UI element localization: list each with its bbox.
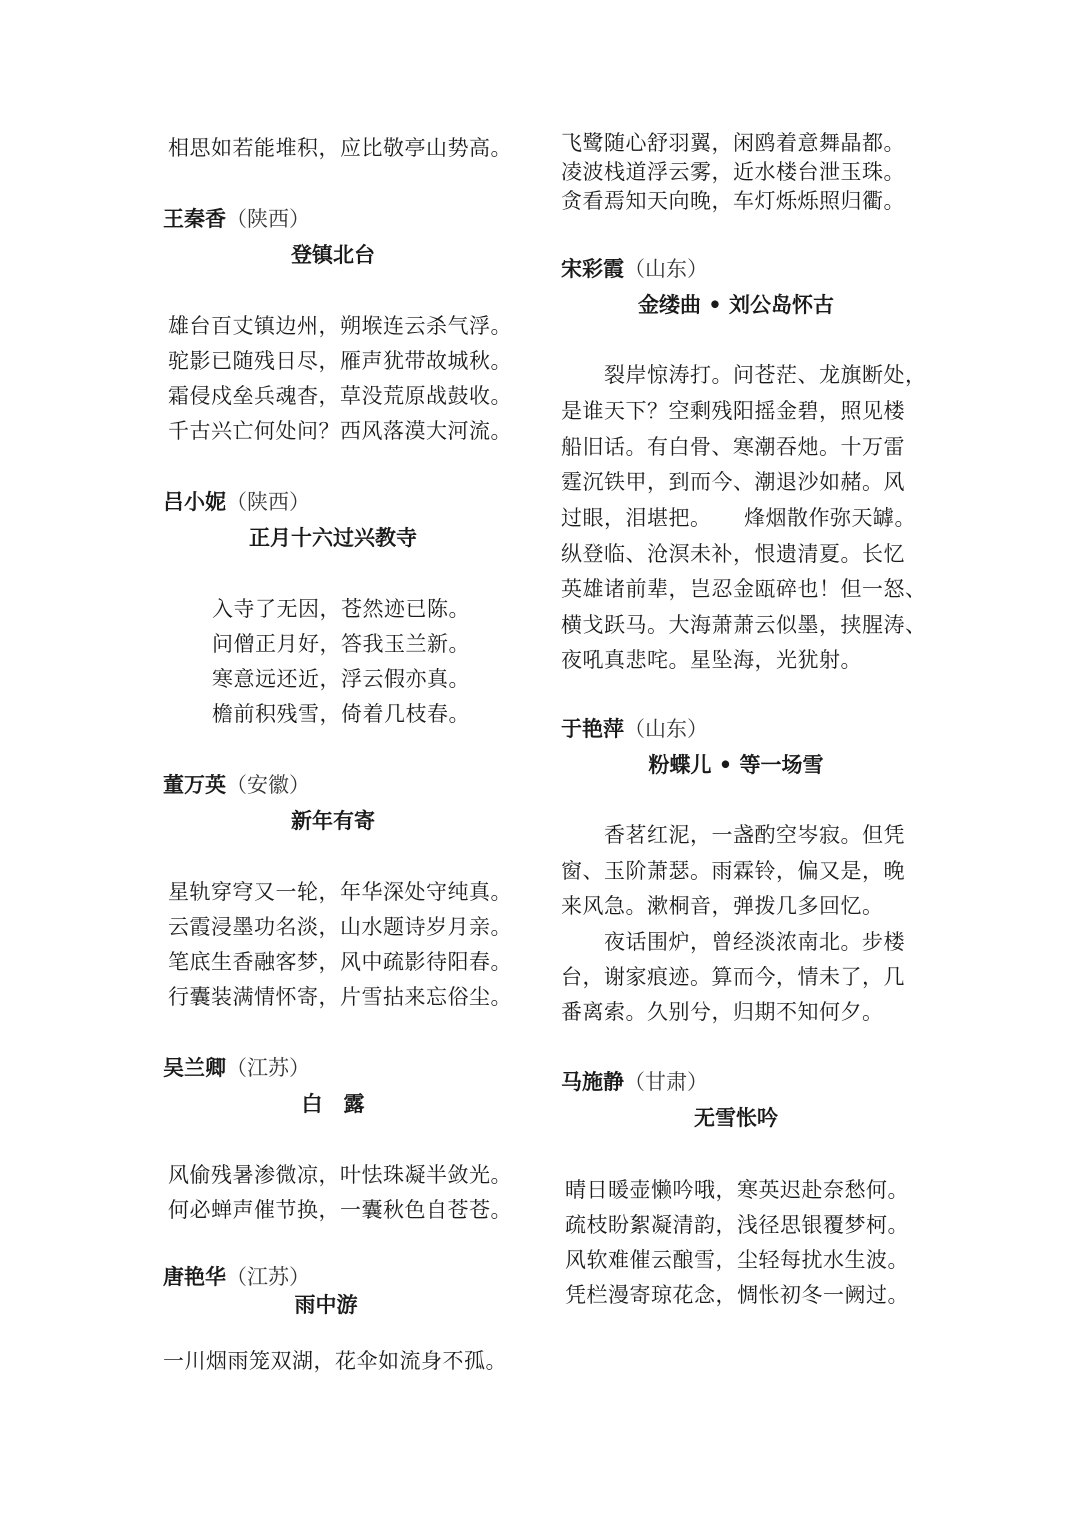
poem-author	[163, 1053, 310, 1083]
poem-line: 裂岸惊涛打。问苍茫、龙旗断处，	[561, 363, 927, 387]
author-name: 吕小妮	[163, 489, 226, 514]
poem-line: 霆沉铁甲，到而今、潮退沙如赭。风	[561, 470, 905, 494]
author-name: 于艳萍	[561, 716, 624, 741]
poem-line: 霜侵戍垒兵魂杳，草没荒原战鼓收。	[168, 384, 512, 408]
author-region: （江苏）	[226, 1265, 310, 1289]
poem-line: 相思如若能堆积，应比敬亭山势高。	[168, 136, 512, 160]
poem-line: 凭栏漫寄琼花念，惆怅初冬一阙过。	[565, 1283, 909, 1307]
poem-author	[163, 770, 310, 800]
poem-line: 一川烟雨笼双湖，花伞如流身不孤。	[163, 1349, 507, 1373]
poem-line: 何必蝉声催节换，一囊秋色自苍苍。	[168, 1198, 512, 1222]
author-region: （甘肃）	[624, 1070, 708, 1094]
poem-line: 贪看焉知天向晚，车灯烁烁照归衢。	[561, 189, 905, 213]
poem-line: 来风急。漱桐音，弹拨几多回忆。	[561, 894, 884, 918]
poem-line: 晴日暖壶懒吟哦，寒英迟赴奈愁何。	[565, 1178, 909, 1202]
author-name: 吴兰卿	[163, 1055, 226, 1080]
poem-title: 正月十六过兴教寺	[249, 525, 417, 550]
author-region: （山东）	[624, 257, 708, 281]
poem-line: 过眼，泪堪把。 烽烟散作弥天罅。	[561, 506, 916, 530]
poem-line: 问僧正月好，答我玉兰新。	[212, 632, 470, 656]
poem-line: 云霞浸墨功名淡，山水题诗岁月亲。	[168, 915, 512, 939]
poem-line: 是谁天下？空剩残阳摇金碧，照见楼	[561, 399, 905, 423]
poem-line: 英雄诸前辈，岂忍金瓯碎也！但一怒、	[561, 577, 927, 601]
poem-line: 千古兴亡何处问？西风落漠大河流。	[168, 419, 512, 443]
poem-title: 登镇北台	[291, 242, 375, 267]
poem-line: 驼影已随残日尽，雁声犹带故城秋。	[168, 349, 512, 373]
author-name: 马施静	[561, 1069, 624, 1094]
author-name: 宋彩霞	[561, 256, 624, 281]
author-name: 王秦香	[163, 206, 226, 231]
poem-author	[163, 487, 310, 517]
poem-title: 白 露	[301, 1091, 365, 1116]
poem-line: 香茗红泥，一盏酌空岑寂。但凭	[561, 823, 905, 847]
poem-line: 凌波栈道浮云雾，近水楼台泄玉珠。	[561, 160, 905, 184]
author-region: （陕西）	[226, 490, 310, 514]
poem-line: 飞鹭随心舒羽翼，闲鸥着意舞晶都。	[561, 131, 905, 155]
author-name: 董万英	[163, 772, 226, 797]
poem-title: 新年有寄	[291, 808, 375, 833]
poem-line: 寒意远还近，浮云假亦真。	[212, 667, 470, 691]
poem-line: 入寺了无因，苍然迹已陈。	[212, 597, 470, 621]
poem-line: 船旧话。有白骨、寒潮吞灺。十万雷	[561, 435, 905, 459]
author-region: （安徽）	[226, 773, 310, 797]
poem-line: 疏枝盼絮凝清韵，浅径思银覆梦柯。	[565, 1213, 909, 1237]
poem-line: 风偷残暑渗微凉，叶怯珠凝半敛光。	[168, 1163, 512, 1187]
author-region: （山东）	[624, 717, 708, 741]
poem-line: 星轨穿穹又一轮，年华深处守纯真。	[168, 880, 512, 904]
poem-title: 雨中游	[294, 1292, 358, 1317]
poem-author	[163, 204, 310, 234]
poem-line: 夜话围炉，曾经淡浓南北。步楼	[561, 930, 905, 954]
poem-line: 夜吼真悲咤。星坠海，光犹射。	[561, 648, 862, 672]
poem-title: 金缕曲 • 刘公岛怀古	[637, 292, 835, 317]
poem-title: 无雪怅吟	[694, 1105, 778, 1130]
poem-line: 横戈跃马。大海萧萧云似墨，挟腥涛、	[561, 613, 927, 637]
author-region: （江苏）	[226, 1056, 310, 1080]
poem-line: 台，谢家痕迹。算而今，情未了，几	[561, 965, 905, 989]
poem-author	[561, 714, 708, 744]
poem-line: 笔底生香融客梦，风中疏影待阳春。	[168, 950, 512, 974]
poem-title: 粉蝶儿 • 等一场雪	[648, 752, 824, 777]
poem-author	[561, 1067, 708, 1097]
poem-author	[163, 1262, 310, 1292]
poem-line: 窗、玉阶萧瑟。雨霖铃，偏又是，晚	[561, 859, 905, 883]
poem-line: 纵登临、沧溟未补，恨遗清夏。长忆	[561, 542, 905, 566]
poem-line: 雄台百丈镇边州，朔堠连云杀气浮。	[168, 314, 512, 338]
poem-line: 番离索。久别兮，归期不知何夕。	[561, 1000, 884, 1024]
poem-author	[561, 254, 708, 284]
author-name: 唐艳华	[163, 1264, 226, 1289]
author-region: （陕西）	[226, 207, 310, 231]
poem-line: 风软难催云酿雪，尘轻每扰水生波。	[565, 1248, 909, 1272]
poem-line: 檐前积残雪，倚着几枝春。	[212, 702, 470, 726]
poem-line: 行囊装满情怀寄，片雪拈来忘俗尘。	[168, 985, 512, 1009]
